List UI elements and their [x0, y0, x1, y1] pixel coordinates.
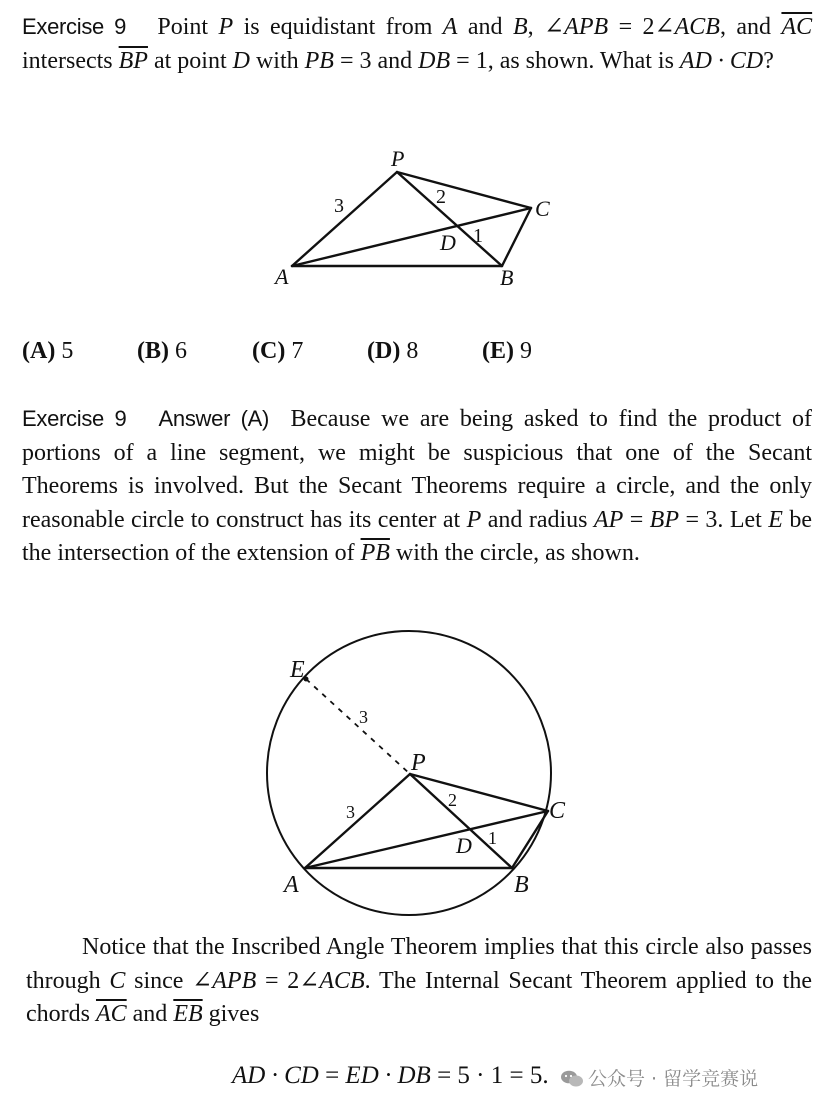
text: and — [132, 1001, 168, 1027]
choice-c — [252, 338, 367, 365]
text: since — [134, 967, 184, 994]
angle-apb: ∠APB — [192, 967, 257, 994]
var-ap: AP — [593, 506, 624, 533]
choice-value: 5 — [61, 338, 74, 364]
var-a: A — [442, 14, 458, 40]
text: be the intersection of the extension of — [22, 506, 813, 566]
var-pb: PB — [304, 47, 334, 74]
label-p: P — [391, 146, 405, 171]
segment-ac: $\overline{AC}$ — [95, 1001, 127, 1027]
text: Notice that the Inscribed Angle Theorem implies that this circle also passes through — [26, 934, 812, 994]
angle-acb: ∠ACB — [299, 967, 365, 994]
var-e: E — [768, 506, 783, 533]
text: , and — [719, 14, 772, 40]
choice-letter: (D) — [367, 338, 401, 364]
var-bp: BP — [649, 506, 679, 533]
choice-value: 9 — [520, 338, 532, 364]
choice-value: 7 — [291, 338, 304, 364]
label-len-ap: 3 — [334, 195, 344, 217]
segment-eb: $\overline{EB}$ — [173, 1001, 203, 1027]
segment-cb — [512, 811, 548, 868]
text: Because we are being asked to find the product of portions of a line segment, we might be suspicious that one of the Secant Theorems is involved. But the Secant Theorems require a circle, and the only reasonable circle to construct has its center at — [22, 406, 813, 533]
choice-value: 6 — [175, 338, 187, 364]
text: with the circle, as shown. — [395, 540, 640, 566]
var-p: P — [218, 14, 234, 40]
segment-ap — [305, 774, 410, 868]
text: and — [467, 14, 503, 40]
circle — [267, 631, 551, 915]
answer-explanation — [22, 402, 812, 571]
label-len-db: 1 — [473, 225, 483, 247]
angle-acb: ∠ACB — [654, 14, 720, 40]
final-equation — [232, 1062, 549, 1090]
segment-ac — [305, 811, 548, 868]
text: = 3. Let — [685, 506, 762, 533]
choice-letter: (C) — [252, 338, 286, 364]
label-len-pd: 2 — [448, 790, 457, 810]
label-a: A — [275, 264, 289, 289]
text: = 2 — [618, 14, 655, 40]
label-c: C — [535, 196, 550, 221]
label-len-db: 1 — [488, 828, 497, 848]
answer-choices — [22, 338, 597, 365]
label-b: B — [514, 872, 529, 898]
text: = 2 — [264, 967, 300, 994]
product-ad-cd: AD · CD — [679, 47, 764, 74]
watermark-text: 公众号 · 留学竞赛说 — [588, 1068, 759, 1090]
segment-cb — [502, 208, 531, 266]
label-len-ap: 3 — [346, 802, 355, 822]
choice-letter: (E) — [482, 338, 514, 364]
text: . The Internal Secant Theorem applied to the chords — [26, 967, 812, 1027]
equation-rhs: = 5 · 1 = 5. — [437, 1062, 549, 1089]
choice-e — [482, 338, 597, 365]
figure-1 — [0, 140, 826, 300]
text: , — [527, 14, 534, 40]
choice-b — [137, 338, 252, 365]
label-p: P — [411, 750, 426, 776]
label-len-ep: 3 — [359, 707, 368, 727]
text: = — [629, 506, 644, 533]
notice-paragraph — [26, 931, 812, 1032]
text: and radius — [487, 506, 588, 533]
exercise-statement — [22, 10, 812, 78]
choice-d — [367, 338, 482, 365]
text: Point — [157, 14, 209, 40]
label-e: E — [290, 657, 305, 683]
var-p: P — [466, 506, 482, 533]
equation-mid: ED · DB — [345, 1062, 431, 1089]
choice-a — [22, 338, 137, 365]
text: at point — [153, 47, 227, 74]
text: = 1, as shown. What is — [456, 47, 674, 74]
segment-bp: $\overline{BP}$ — [118, 47, 148, 74]
equals: = — [325, 1062, 340, 1089]
figure-2 — [0, 630, 826, 920]
watermark — [558, 1064, 760, 1091]
var-b: B — [512, 14, 528, 40]
segment-ap — [292, 172, 397, 266]
text: ? — [763, 47, 774, 74]
answer-label: Answer (A) — [158, 406, 270, 431]
label-d: D — [456, 833, 472, 858]
var-d: D — [232, 47, 250, 74]
text: intersects — [22, 47, 113, 74]
label-d: D — [440, 230, 456, 255]
text: is equidistant from — [243, 14, 433, 40]
segment-ep-dashed — [306, 679, 410, 774]
choice-letter: (A) — [22, 338, 56, 364]
label-len-pd: 2 — [436, 186, 446, 208]
exercise-heading: Exercise 9 — [22, 14, 127, 39]
label-b: B — [500, 265, 514, 290]
segment-pb: $\overline{PB}$ — [360, 540, 390, 566]
var-db: DB — [418, 47, 451, 74]
label-c: C — [549, 798, 566, 824]
wechat-icon — [560, 1070, 584, 1088]
choice-value: 8 — [406, 338, 419, 364]
text: with — [255, 47, 299, 74]
var-c: C — [109, 967, 126, 994]
equation-lhs: AD · CD — [232, 1062, 319, 1089]
segment-ac: $\overline{AC}$ — [781, 14, 813, 40]
angle-apb: ∠APB — [544, 14, 609, 40]
label-a: A — [284, 872, 299, 898]
text: gives — [208, 1001, 260, 1027]
text: = 3 and — [339, 47, 413, 74]
choice-letter: (B) — [137, 338, 169, 364]
answer-heading: Exercise 9 — [22, 406, 127, 431]
segment-ac — [292, 208, 531, 266]
